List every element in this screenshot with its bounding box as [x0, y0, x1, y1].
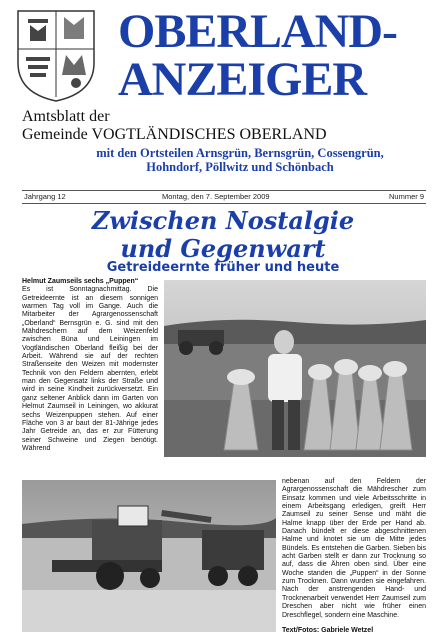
- photo-combine-harvester: [22, 480, 276, 632]
- photo-farmer-with-sheaves: [164, 280, 426, 457]
- gemeinde-label: Gemeinde VOGTLÄNDISCHES OBERLAND: [22, 126, 327, 143]
- newspaper-title-line2: ANZEIGER: [118, 53, 367, 106]
- article-column-right: nebenan auf den Feldern der Agrargenossenschaft die Mähdrescher zum Einsatz kommen und viele Arbeitsschritte in einem Arbeitsgang erledigen, greift Herr Zaumseil zu seiner Sense und mäht die Halme knapp über der Erde per Hand ab. Danach bündelt er diese abgeschnittenen Halme und knotet sie um die Mitte jedes Bündels. Es entstehen die Garben. Sieben bis acht Garben stellt er dann zur Trocknung so auf, dass die Ähren oben sind. Über eine Woche standen die „Puppen“ in der Sonne zum Trocknen. Dann wurden sie eingefahren. Nach der anstrengenden Hand- und Trocknenarbeit verwendet Herr Zaumseil zum Dreschen aber nicht wie früher einen Dreschflegel, sondern eine Maschine.: [282, 478, 426, 619]
- article-headline-line2: und Gegenwart: [120, 234, 326, 263]
- jahrgang-label: Jahrgang 12: [24, 192, 66, 201]
- article-intro-heading: Helmut Zaumseils sechs „Puppen“: [22, 278, 139, 285]
- issue-number: Nummer 9: [388, 192, 424, 201]
- article-subheadline: Getreideernte früher und heute: [106, 260, 340, 275]
- article-body-left: Es ist Sonntagnachmittag. Die Getreideernte ist an diesem sonnigen warmen Tag voll im Gange. Auch die Mitarbeiter der Agrargenossenschaft „Oberland“ Bernsgrün e. G. sind mit den Mähdreschern auf dem Weizenfeld zwischen Büna und Leiningen im Vogtländischen Oberland fleißig bei der Arbeit. Während sie auf der rechten Straßenseite den Weizen mit modernster Technik von den Feldern abernten, erlebt man den Gegensatz links der Straße und wird in seine Kindheit zurückversetzt. Ein ganz seltener Anblick dann im Garten von Helmut Zaumseil in Leiningen, wo akkurat sechs Weizenpuppen stehen. Auf einer Fläche von 3 ar baut der 81-Jährige jedes Jahr Getreide an, das er zur Fütterung seiner Schweine und Ziegen benötigt. Während: [22, 286, 158, 452]
- ortsteile-line1: mit den Ortsteilen Arnsgrün, Bernsgrün, Cossengrün,: [96, 146, 384, 160]
- newspaper-title-line1: OBERLAND-: [118, 5, 398, 58]
- photo-credit: Text/Fotos: Gabriele Wetzel: [282, 627, 374, 634]
- amtsblatt-label: Amtsblatt der: [22, 108, 110, 125]
- coat-of-arms-icon: [14, 7, 98, 103]
- issue-info-bar: [22, 190, 426, 204]
- article-column-left: [22, 278, 158, 453]
- issue-date: Montag, den 7. September 2009: [162, 192, 270, 201]
- article-headline-line1: Zwischen Nostalgie: [91, 206, 355, 235]
- ortsteile-line2: Hohndorf, Pöllwitz und Schönbach: [146, 160, 334, 174]
